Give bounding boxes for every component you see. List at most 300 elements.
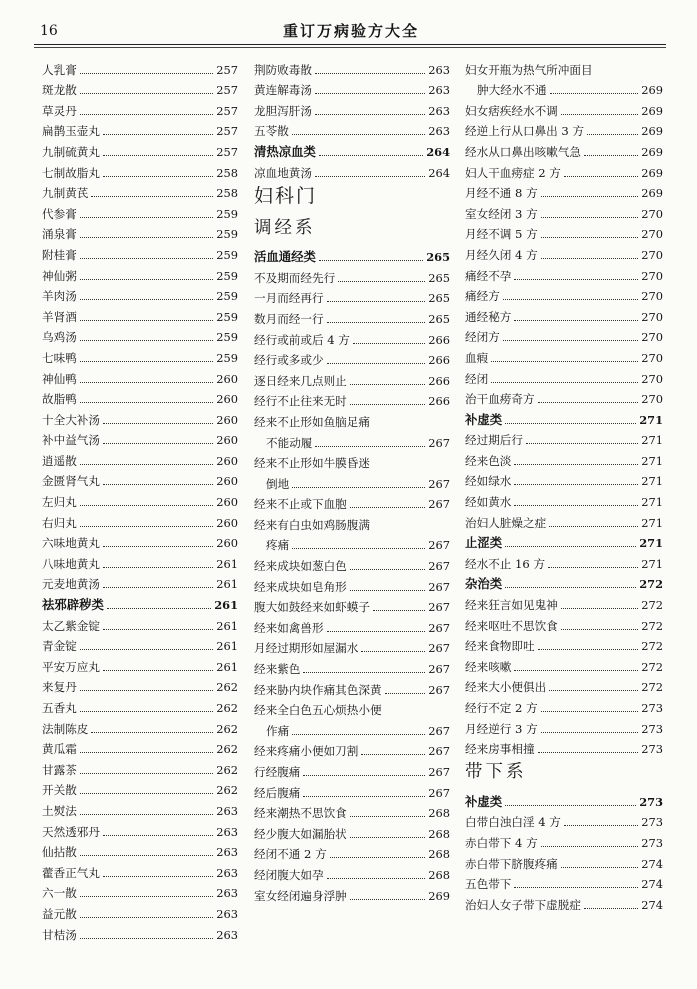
entry-title: 经来潮热不思饮食	[254, 806, 347, 821]
dot-leader	[80, 402, 213, 403]
toc-entry	[254, 264, 450, 285]
toc-entry	[254, 614, 450, 635]
entry-title: 甘露茶	[42, 762, 77, 777]
entry-title: 经行或前或后 4 方	[254, 332, 350, 347]
entry-title: 白带白浊白淫 4 方	[465, 815, 561, 830]
page-ref: 273	[641, 742, 663, 757]
dot-leader	[350, 569, 425, 570]
page-ref: 270	[641, 206, 663, 221]
dot-leader	[514, 320, 638, 321]
page-ref: 263	[428, 83, 450, 98]
dot-leader	[103, 546, 213, 547]
page-ref: 269	[641, 124, 663, 139]
entry-title: 斑龙散	[42, 83, 77, 98]
dot-leader	[538, 649, 639, 650]
toc-entry-line	[254, 511, 450, 532]
dot-leader	[103, 134, 213, 135]
entry-title: 青金锭	[42, 639, 77, 654]
page-ref: 268	[428, 867, 450, 882]
toc-entry	[42, 756, 238, 777]
page-ref: 268	[428, 806, 450, 821]
toc-entry	[42, 200, 238, 221]
toc-entry	[42, 612, 238, 633]
entry-title: 腹大如鼓经来如虾蟆子	[254, 600, 370, 615]
toc-entry	[254, 800, 450, 821]
page-ref: 257	[216, 62, 238, 77]
entry-title: 经来狂言如见鬼神	[465, 598, 558, 613]
toc-entry	[465, 694, 663, 715]
dot-leader	[103, 443, 213, 444]
toc-entry	[42, 406, 238, 427]
toc-entry	[465, 736, 663, 757]
category-heading	[465, 571, 663, 592]
dot-leader	[350, 899, 425, 900]
entry-title: 经来有白虫如鸡肠腹满	[254, 517, 370, 532]
entry-title: 经来紫色	[254, 662, 301, 677]
page-ref: 270	[641, 268, 663, 283]
toc-entry	[42, 653, 238, 674]
toc-entry	[465, 612, 663, 633]
dot-leader	[505, 587, 636, 588]
page-ref: 267	[428, 538, 450, 553]
page-ref: 269	[641, 83, 663, 98]
dot-leader	[292, 487, 425, 488]
dot-leader	[514, 505, 638, 506]
dot-leader	[80, 382, 213, 383]
page-ref: 272	[641, 618, 663, 633]
dot-leader	[103, 176, 213, 177]
toc-entry	[465, 221, 663, 242]
entry-title: 黄连解毒汤	[254, 83, 312, 98]
category-heading	[42, 591, 238, 612]
entry-title: 益元散	[42, 906, 77, 921]
toc-entry	[42, 159, 238, 180]
page-ref: 273	[641, 701, 663, 715]
dot-leader	[538, 752, 639, 753]
dot-leader	[549, 690, 638, 691]
dot-leader	[548, 567, 638, 568]
page-ref: 271	[639, 536, 663, 551]
dot-leader	[292, 734, 425, 735]
toc-entry	[465, 427, 663, 448]
toc-entry	[42, 118, 238, 139]
page-ref: 261	[216, 618, 238, 633]
dot-leader	[350, 507, 425, 508]
entry-title: 经来全白色五心烦热小便	[254, 703, 382, 718]
toc-entry	[42, 303, 238, 324]
toc-entry	[465, 200, 663, 221]
page-ref: 263	[216, 803, 238, 818]
entry-title: 经行或多或少	[254, 353, 324, 368]
dot-leader	[80, 814, 213, 815]
entry-title: 七制故脂丸	[42, 165, 100, 180]
page-ref: 258	[216, 186, 238, 201]
entry-title: 带下系	[465, 762, 527, 783]
entry-title: 不及期而经先行	[254, 270, 336, 285]
entry-title: 右归丸	[42, 515, 77, 530]
dot-leader	[103, 876, 213, 877]
dot-leader	[80, 793, 213, 794]
toc-entry	[42, 571, 238, 592]
toc-entry	[465, 118, 663, 139]
entry-title: 逍遥散	[42, 453, 77, 468]
toc-entry	[465, 159, 663, 180]
toc-entry	[42, 674, 238, 695]
entry-title: 凉血地黄汤	[254, 165, 312, 180]
dot-leader	[103, 567, 213, 568]
toc-column-1	[42, 56, 238, 942]
toc-entry	[254, 655, 450, 676]
page-ref: 263	[216, 906, 238, 921]
dot-leader	[541, 217, 639, 218]
page-ref: 263	[216, 865, 238, 880]
toc-entry	[42, 839, 238, 860]
toc-entry-line	[254, 429, 450, 450]
entry-title: 不能动履	[266, 435, 313, 450]
toc-entry	[254, 305, 450, 326]
toc-entry	[42, 447, 238, 468]
toc-entry	[465, 303, 663, 324]
entry-title: 数月而经一行	[254, 311, 324, 326]
toc-entry	[465, 241, 663, 262]
toc-entry	[42, 386, 238, 407]
entry-title: 左归丸	[42, 495, 77, 510]
dot-leader	[514, 484, 638, 485]
toc-entry	[42, 509, 238, 530]
dot-leader	[385, 693, 426, 694]
page-ref: 272	[639, 577, 663, 592]
page-ref: 265	[428, 291, 450, 306]
page-ref: 267	[428, 620, 450, 635]
entry-title: 祛邪辟秽类	[42, 597, 104, 613]
dot-leader	[80, 73, 213, 74]
toc-entry	[42, 427, 238, 448]
entry-title: 肿大经水不通	[477, 83, 547, 98]
page-ref: 264	[426, 144, 450, 159]
dot-leader	[292, 134, 425, 135]
toc-entry	[254, 491, 450, 512]
toc-entry	[42, 221, 238, 242]
dot-leader	[541, 732, 639, 733]
entry-title: 经如黄水	[465, 495, 512, 510]
toc-entry	[465, 488, 663, 509]
page-ref: 266	[428, 373, 450, 388]
page-ref: 267	[428, 662, 450, 677]
page-ref: 260	[216, 474, 238, 489]
toc-entry-line	[254, 717, 450, 738]
entry-title: 经来成块如皂角形	[254, 579, 347, 594]
dot-leader	[491, 382, 638, 383]
dot-leader	[550, 93, 639, 94]
entry-title: 代参膏	[42, 206, 77, 221]
toc-entry	[465, 509, 663, 530]
toc-entry	[254, 738, 450, 759]
dot-leader	[80, 361, 213, 362]
entry-title: 平安万应丸	[42, 659, 100, 674]
entry-title: 十全大补汤	[42, 412, 100, 427]
dot-leader	[541, 258, 639, 259]
entry-title: 经来食物即吐	[465, 639, 535, 654]
toc-entry-line	[254, 470, 450, 491]
dot-leader	[561, 867, 638, 868]
entry-title: 疼痛	[266, 538, 290, 553]
page-ref: 271	[641, 495, 663, 510]
dot-leader	[315, 176, 425, 177]
dot-leader	[80, 279, 213, 280]
toc-entry	[254, 635, 450, 656]
page-ref: 273	[641, 815, 663, 830]
page-ref: 259	[216, 330, 238, 345]
toc-entry	[254, 841, 450, 862]
dot-leader	[103, 484, 213, 485]
entry-title: 经来房事相撞	[465, 742, 535, 757]
toc-entry	[465, 262, 663, 283]
dot-leader	[361, 754, 425, 755]
toc-entry	[42, 694, 238, 715]
toc-entry	[254, 758, 450, 779]
dot-leader	[80, 258, 213, 259]
entry-title: 经来色淡	[465, 453, 512, 468]
entry-title: 人乳膏	[42, 62, 77, 77]
dot-leader	[541, 846, 639, 847]
toc-entry-line	[254, 450, 450, 471]
entry-title: 法制陈皮	[42, 721, 89, 736]
page-ref: 257	[216, 124, 238, 139]
page-ref: 260	[216, 371, 238, 386]
dot-leader	[103, 155, 213, 156]
entry-title: 羊肾酒	[42, 309, 77, 324]
entry-title: 室女经闭 3 方	[465, 206, 538, 221]
entry-title: 七味鸭	[42, 350, 77, 365]
toc-entry-line	[465, 77, 663, 98]
entry-title: 经水不止 16 方	[465, 556, 546, 571]
page-ref: 266	[428, 332, 450, 347]
page-ref: 261	[216, 577, 238, 592]
dot-leader	[327, 363, 426, 364]
page-ref: 269	[641, 165, 663, 180]
entry-title: 妇科门	[254, 184, 318, 207]
entry-title: 经行不止往来无时	[254, 394, 347, 409]
dot-leader	[103, 670, 213, 671]
toc-entry-line	[254, 532, 450, 553]
dot-leader	[541, 237, 639, 238]
entry-title: 作痛	[266, 723, 290, 738]
dot-leader	[549, 526, 638, 527]
entry-title: 附桂膏	[42, 247, 77, 262]
page-ref: 258	[216, 165, 238, 180]
entry-title: 通经秘方	[465, 309, 512, 324]
dot-leader	[526, 443, 638, 444]
page-ref: 267	[428, 435, 450, 450]
entry-title: 活血通经类	[254, 249, 316, 265]
entry-title: 止涩类	[465, 535, 503, 551]
entry-title: 经闭不通 2 方	[254, 847, 327, 862]
entry-title: 经来胁内块作痛其色深黄	[254, 682, 382, 697]
dot-leader	[514, 670, 638, 671]
toc-entry	[465, 591, 663, 612]
entry-title: 藿香正气丸	[42, 865, 100, 880]
entry-title: 血瘕	[465, 350, 489, 365]
entry-title: 荆防败毒散	[254, 62, 312, 77]
page-ref: 270	[641, 371, 663, 386]
toc-column-3	[465, 56, 663, 912]
page-ref: 271	[641, 556, 663, 571]
entry-title: 逐日经来几点则止	[254, 373, 347, 388]
page-ref: 269	[641, 144, 663, 159]
page-ref: 271	[641, 433, 663, 448]
dot-leader	[80, 917, 213, 918]
entry-title: 经过期后行	[465, 433, 523, 448]
page-ref: 260	[216, 412, 238, 427]
dot-leader	[514, 279, 638, 280]
dot-leader	[564, 825, 638, 826]
entry-title: 月经不调 5 方	[465, 227, 538, 242]
entry-title: 龙胆泻肝汤	[254, 103, 312, 118]
toc-column-2	[254, 56, 450, 903]
dot-leader	[491, 361, 638, 362]
entry-title: 五苓散	[254, 124, 289, 139]
entry-title: 痛经不孕	[465, 268, 512, 283]
page-ref: 265	[428, 311, 450, 326]
dot-leader	[327, 878, 426, 879]
page-ref: 267	[428, 723, 450, 738]
dot-leader	[80, 464, 213, 465]
toc-entry	[42, 715, 238, 736]
toc-entry	[465, 468, 663, 489]
toc-entry	[465, 283, 663, 304]
page-ref: 267	[428, 785, 450, 800]
entry-title: 经来疼痛小便如刀割	[254, 744, 359, 759]
page-ref: 262	[216, 721, 238, 736]
page-ref: 263	[216, 927, 238, 942]
page-ref: 270	[641, 247, 663, 262]
entry-title: 羊肉汤	[42, 289, 77, 304]
page-ref: 268	[428, 847, 450, 862]
entry-title: 月经逆行 3 方	[465, 721, 538, 736]
page-ref: 261	[214, 598, 238, 613]
dot-leader	[327, 301, 426, 302]
entry-title: 治妇人女子带下虚脱症	[465, 897, 581, 912]
dot-leader	[80, 299, 213, 300]
entry-title: 赤白带下 4 方	[465, 835, 538, 850]
page-ref: 260	[216, 392, 238, 407]
toc-entry	[254, 97, 450, 118]
entry-title: 扁鹊玉壶丸	[42, 124, 100, 139]
page-ref: 257	[216, 103, 238, 118]
page-ref: 265	[428, 270, 450, 285]
toc-entry	[254, 573, 450, 594]
page-ref: 269	[641, 186, 663, 201]
entry-title: 经逆上行从口鼻出 3 方	[465, 124, 585, 139]
dot-leader	[564, 176, 638, 177]
entry-title: 行经腹痛	[254, 765, 301, 779]
toc-entry	[42, 530, 238, 551]
toc-entry	[465, 871, 663, 892]
entry-title: 杂治类	[465, 576, 503, 592]
toc-entry	[42, 900, 238, 921]
dot-leader	[350, 590, 425, 591]
entry-title: 补虚类	[465, 411, 503, 427]
entry-title: 经来大小便俱出	[465, 680, 547, 695]
toc-entry-line	[465, 56, 663, 77]
page-ref: 259	[216, 350, 238, 365]
page-ref: 270	[641, 350, 663, 365]
toc-entry	[42, 365, 238, 386]
dot-leader	[350, 816, 425, 817]
toc-entry	[42, 818, 238, 839]
dot-leader	[103, 423, 213, 424]
entry-title: 涌泉膏	[42, 227, 77, 242]
page-ref: 270	[641, 309, 663, 324]
toc-entry	[42, 77, 238, 98]
dot-leader	[80, 773, 213, 774]
toc-entry	[42, 344, 238, 365]
dot-leader	[561, 114, 638, 115]
entry-title: 调经系	[254, 217, 316, 238]
page-ref: 274	[641, 897, 663, 912]
dot-leader	[350, 837, 425, 838]
entry-title: 经来不止形如鱼脑足痛	[254, 414, 370, 429]
entry-title: 草灵丹	[42, 103, 77, 118]
dot-leader	[80, 896, 213, 897]
dot-leader	[350, 384, 425, 385]
entry-title: 经来如禽兽形	[254, 620, 324, 635]
page-ref: 259	[216, 309, 238, 324]
page-ref: 263	[216, 824, 238, 839]
toc-entry	[254, 326, 450, 347]
page-ref: 270	[641, 330, 663, 345]
dot-leader	[350, 404, 425, 405]
toc-entry	[254, 285, 450, 306]
toc-entry	[254, 77, 450, 98]
page-ref: 267	[428, 744, 450, 759]
page-ref: 270	[641, 289, 663, 304]
dot-leader	[361, 651, 425, 652]
running-title: 重订万病验方大全	[282, 22, 419, 40]
toc-entry	[465, 97, 663, 118]
entry-title: 月经不通 8 方	[465, 186, 538, 201]
entry-title: 经来咳嗽	[465, 659, 512, 674]
entry-title: 天然透邪丹	[42, 824, 100, 839]
toc-entry	[42, 736, 238, 757]
entry-title: 太乙紫金锭	[42, 618, 100, 633]
page-ref: 267	[428, 641, 450, 656]
toc-entry	[42, 633, 238, 654]
page-ref: 260	[216, 536, 238, 551]
entry-title: 室女经闭遍身浮肿	[254, 888, 347, 903]
toc-entry	[465, 809, 663, 830]
entry-title: 开关散	[42, 783, 77, 798]
dot-leader	[303, 796, 425, 797]
toc-entry	[465, 180, 663, 201]
page-ref: 261	[216, 639, 238, 654]
toc-entry	[465, 633, 663, 654]
toc-entry	[465, 653, 663, 674]
toc-entry	[42, 859, 238, 880]
page-ref: 266	[428, 353, 450, 368]
toc-entry	[254, 820, 450, 841]
page-ref: 272	[641, 659, 663, 674]
toc-entry	[465, 344, 663, 365]
page-ref: 260	[216, 495, 238, 510]
page-ref: 267	[428, 600, 450, 615]
toc-entry	[42, 283, 238, 304]
dot-leader	[505, 546, 636, 547]
toc-entry	[42, 324, 238, 345]
toc-entry	[465, 891, 663, 912]
dot-leader	[303, 672, 425, 673]
page-ref: 263	[428, 124, 450, 139]
